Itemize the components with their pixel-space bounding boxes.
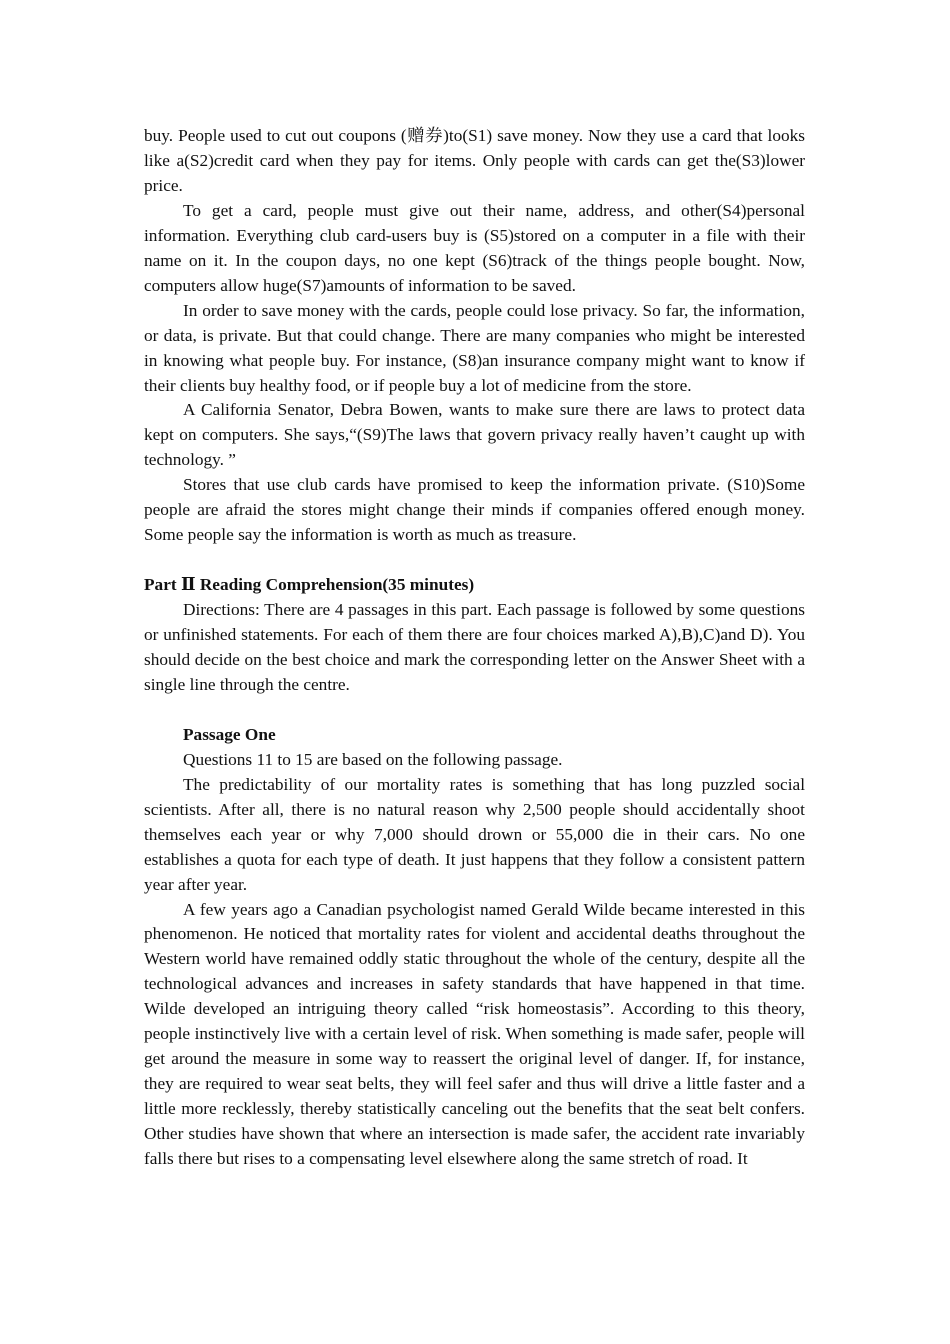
passage-one-intro: Questions 11 to 15 are based on the following passage. [183, 749, 563, 769]
document-page [144, 124, 805, 1172]
passage-one-heading: Passage One [183, 724, 276, 744]
blank-line [144, 548, 805, 573]
paragraph-privacy: In order to save money with the cards, people could lose privacy. So far, the information, or data, is private. But that could change. There are many companies who might be interested in knowing what people buy. For instance, (S8)an insurance company might want to know if their clients buy healthy food, or if people buy a lot of medicine from the store. [144, 300, 805, 395]
paragraph-stores: Stores that use club cards have promised to keep the information private. (S10)Some people are afraid the stores might change their minds if companies offered enough money. Some people say the information is worth as much as treasure. [144, 475, 805, 545]
blank-line [144, 698, 805, 723]
paragraph-get-card: To get a card, people must give out their name, address, and other(S4)personal information. Everything club card-users buy is (S5)stored on a computer in a file with their name on it. In the coupon days, no one kept (S6)track of the things people bought. Now, computers allow huge(S7)amounts of information to be saved. [144, 200, 805, 295]
paragraph-mortality: The predictability of our mortality rates is something that has long puzzled social scientists. After all, there is no natural reason why 2,500 people should accidentally shoot themselves each year or why 7,000 should drown or 55,000 die in their cars. No one establishes a quota for each type of death. It just happens that they follow a consistent pattern year after year. [144, 774, 805, 894]
paragraph-senator: A California Senator, Debra Bowen, wants to make sure there are laws to protect data kept on computers. She says,“(S9)The laws that govern privacy really haven’t caught up with technology. ” [144, 400, 805, 470]
directions-paragraph: Directions: There are 4 passages in this part. Each passage is followed by some questions or unfinished statements. For each of them there are four choices marked A),B),C)and D). You should decide on the best choice and mark the corresponding letter on the Answer Sheet with a single line through the centre. [144, 600, 805, 694]
paragraph-coupons: buy. People used to cut out coupons (赠券)to(S1) save money. Now they use a card that looks like a(S2)credit card when they pay for items. Only people with cards can get the(S3)lower price. [144, 126, 805, 195]
paragraph-wilde: A few years ago a Canadian psychologist named Gerald Wilde became interested in this phenomenon. He noticed that mortality rates for violent and accidental deaths throughout the Western world have remained oddly static throughout the whole of the century, despite all the technological advances and increases in safety standards that have happened in that time. Wilde developed an intriguing theory called “risk homeostasis”. According to this theory, people instinctively live with a certain level of risk. When something is made safer, people will get around the measure in some way to reassert the original level of danger. If, for instance, they are required to wear seat belts, they will feel safer and thus will drive a little faster and a little more recklessly, thereby statistically canceling out the benefits that the seat belt confers. Other studies have shown that where an intersection is made safer, the accident rate invariably falls there but rises to a compensating level elsewhere along the same stretch of road. It [144, 899, 805, 1169]
part-two-heading: Part Ⅱ Reading Comprehension(35 minutes) [144, 575, 475, 595]
